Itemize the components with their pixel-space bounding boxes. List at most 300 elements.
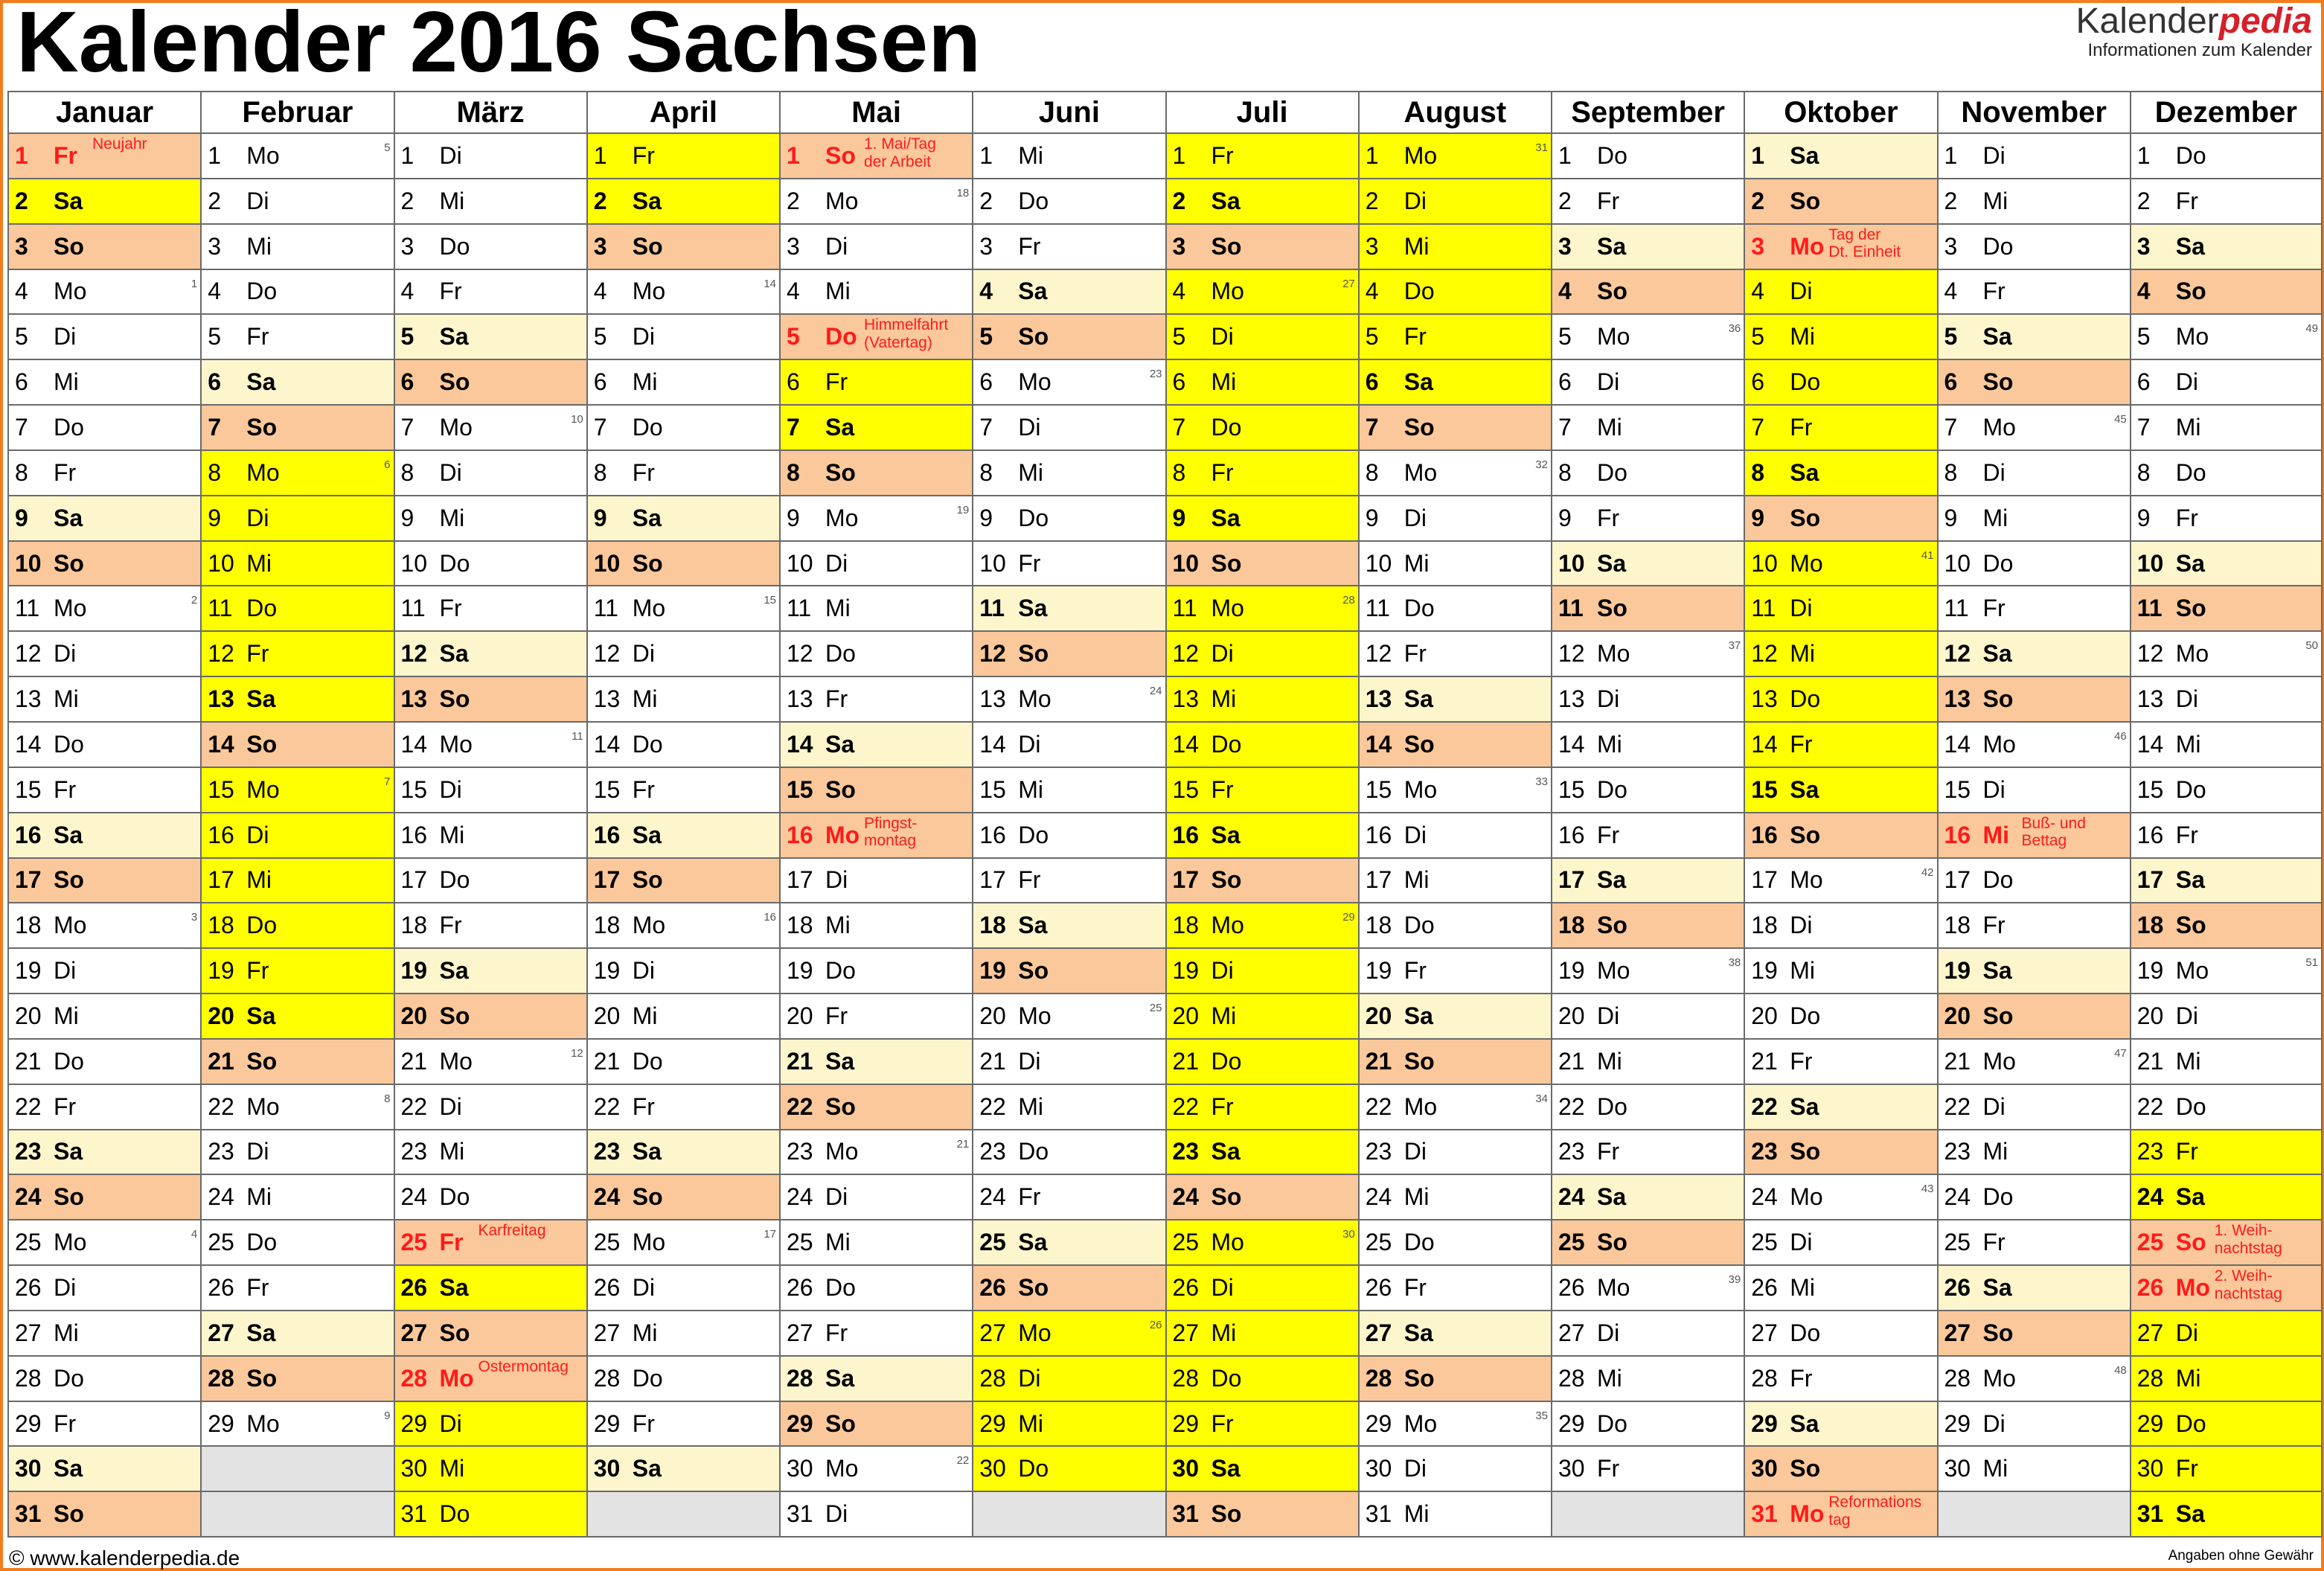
day-number: 26 [1365, 1274, 1392, 1302]
weekday-label: Sa [1790, 1092, 1819, 1120]
week-number: 18 [956, 186, 970, 199]
day-cell [1939, 1085, 2130, 1130]
day-number: 12 [208, 640, 234, 668]
day-cell [781, 406, 972, 451]
weekday-label: Di [825, 549, 848, 577]
day-number: 20 [1365, 1002, 1392, 1029]
weekday-label: Sa [632, 187, 662, 214]
day-cell [1360, 315, 1551, 360]
weekday-label: Mo [439, 1364, 474, 1392]
day-cell [1167, 1220, 1358, 1266]
weekday-label: Mo [825, 1138, 859, 1165]
day-number: 19 [593, 957, 621, 985]
weekday-label: Do [1982, 232, 2014, 260]
kalenderpedia-logo [2075, 3, 2312, 61]
weekday-label: Mo [2175, 1274, 2210, 1302]
month-header: Oktober [1745, 91, 1936, 134]
day-cell [395, 1357, 586, 1402]
day-cell [1360, 632, 1551, 677]
day-cell [588, 723, 779, 768]
day-cell [781, 1402, 972, 1447]
empty-day-cell [973, 1492, 1165, 1538]
weekday-label: Di [1018, 413, 1041, 441]
day-number: 6 [1751, 368, 1765, 396]
weekday-label: Mo [632, 278, 666, 305]
day-number: 2 [787, 187, 800, 214]
day-number: 6 [979, 368, 993, 396]
weekday-label: Sa [632, 1138, 662, 1165]
weekday-label: So [1982, 368, 2014, 396]
weekday-label: Fr [2175, 1455, 2198, 1482]
weekday-label: Fr [2175, 821, 2198, 848]
day-number: 23 [400, 1138, 428, 1165]
week-number: 47 [2114, 1046, 2127, 1060]
month-days [202, 134, 393, 1538]
month-days [781, 134, 972, 1538]
day-number: 17 [1944, 866, 1971, 894]
day-cell [973, 496, 1165, 542]
week-number: 35 [1535, 1409, 1548, 1422]
weekday-label: Do [54, 413, 84, 441]
day-number: 23 [787, 1138, 813, 1165]
calendar-grid [7, 91, 2323, 1538]
weekday-label: Fr [1982, 595, 2006, 622]
day-number: 9 [1172, 504, 1186, 531]
day-number: 26 [787, 1274, 813, 1302]
day-cell [395, 1402, 586, 1447]
week-number: 17 [764, 1228, 776, 1241]
day-number: 14 [1944, 730, 1971, 758]
day-number: 13 [1944, 685, 1971, 713]
day-number: 26 [1172, 1274, 1200, 1302]
weekday-label: Sa [1403, 1002, 1433, 1029]
day-number: 15 [1558, 775, 1585, 803]
day-number: 30 [593, 1455, 621, 1482]
weekday-label: Mi [1211, 685, 1237, 713]
day-number: 11 [15, 595, 40, 622]
day-number: 10 [2136, 549, 2164, 577]
week-number: 9 [384, 1409, 391, 1422]
logo-name-a: Kalender [2075, 1, 2219, 41]
holiday-name: Himmelfahrt (Vatertag) [864, 316, 949, 351]
day-cell [973, 179, 1165, 225]
weekday-label: Sa [54, 504, 83, 531]
month-header: Mai [781, 91, 972, 134]
day-cell [1167, 406, 1358, 451]
day-number: 5 [208, 323, 222, 351]
weekday-label: Di [439, 141, 462, 169]
day-number: 13 [2136, 685, 2164, 713]
weekday-label: So [246, 413, 278, 441]
day-number: 2 [208, 187, 222, 214]
day-cell [2131, 451, 2321, 496]
day-cell [588, 1040, 779, 1085]
day-cell [1360, 179, 1551, 225]
day-number: 7 [979, 413, 993, 441]
weekday-label: Fr [1018, 549, 1041, 577]
weekday-label: Fr [1597, 1455, 1620, 1482]
day-number: 21 [787, 1047, 813, 1075]
day-number: 22 [1944, 1092, 1971, 1120]
weekday-label: Do [2175, 1092, 2206, 1120]
month-column [394, 91, 586, 1538]
day-number: 16 [1558, 821, 1585, 848]
month-days [2131, 134, 2321, 1538]
weekday-label: Mo [632, 595, 666, 622]
day-number: 19 [1365, 957, 1392, 985]
weekday-label: So [1403, 413, 1435, 441]
day-number: 10 [1365, 549, 1392, 577]
logo-subtitle: Informationen zum Kalender [2087, 40, 2312, 61]
week-number: 24 [1149, 685, 1162, 698]
day-number: 8 [208, 458, 222, 486]
weekday-label: Fr [632, 1092, 655, 1120]
weekday-label: Mi [1597, 1364, 1622, 1392]
month-header: August [1360, 91, 1551, 134]
day-number: 8 [1172, 458, 1186, 486]
day-number: 15 [1944, 775, 1971, 803]
weekday-label: Di [439, 458, 462, 486]
week-number: 16 [764, 911, 776, 924]
day-cell [1745, 270, 1936, 316]
day-cell [1552, 1085, 1744, 1130]
weekday-label: Mo [1982, 1047, 2016, 1075]
weekday-label: Sa [2175, 549, 2205, 577]
weekday-label: Mi [1018, 1092, 1044, 1120]
day-cell [202, 1175, 393, 1220]
day-cell [1939, 994, 2130, 1040]
day-number: 10 [208, 549, 234, 577]
day-cell [1939, 859, 2130, 904]
day-number: 5 [787, 323, 800, 351]
day-cell [1167, 632, 1358, 677]
weekday-label: Do [632, 1047, 663, 1075]
day-cell [1167, 949, 1358, 994]
day-cell [1360, 542, 1551, 587]
day-cell [202, 586, 393, 632]
day-cell [395, 632, 586, 677]
day-cell [781, 451, 972, 496]
day-cell [1360, 1130, 1551, 1176]
day-cell [1167, 451, 1358, 496]
weekday-label: Di [1982, 1410, 2006, 1437]
day-cell [588, 225, 779, 270]
day-cell [1939, 270, 2130, 316]
day-cell [1939, 949, 2130, 994]
day-cell [202, 994, 393, 1040]
day-cell [1939, 768, 2130, 813]
day-cell [973, 315, 1165, 360]
month-header: Juni [973, 91, 1165, 134]
weekday-label: Mo [1790, 1500, 1825, 1528]
day-number: 24 [1172, 1183, 1200, 1211]
weekday-label: Mo [246, 1092, 280, 1120]
day-number: 8 [1944, 458, 1958, 486]
weekday-label: Mo [54, 912, 87, 939]
day-cell [1939, 903, 2130, 949]
day-cell [1939, 813, 2130, 859]
day-number: 19 [1944, 957, 1971, 985]
weekday-label: Do [1982, 549, 2014, 577]
week-number: 29 [1342, 911, 1355, 924]
day-number: 9 [787, 504, 800, 531]
week-number: 2 [191, 594, 198, 607]
weekday-label: So [54, 232, 84, 260]
weekday-label: Mo [2175, 957, 2209, 985]
day-number: 20 [1751, 1002, 1778, 1029]
weekday-label: Mi [1597, 1047, 1622, 1075]
day-number: 2 [400, 187, 414, 214]
day-number: 23 [1751, 1138, 1778, 1165]
day-number: 20 [1944, 1002, 1971, 1029]
weekday-label: Do [825, 1274, 856, 1302]
month-column [200, 91, 393, 1538]
weekday-label: Sa [1982, 1274, 2012, 1302]
weekday-label: Mi [1982, 187, 2008, 214]
day-cell [588, 1266, 779, 1311]
day-number: 5 [1944, 323, 1958, 351]
day-cell [1939, 451, 2130, 496]
day-cell [1360, 1402, 1551, 1447]
weekday-label: Mi [2175, 413, 2201, 441]
week-number: 43 [1921, 1183, 1934, 1196]
day-number: 27 [1558, 1319, 1585, 1346]
day-cell [2131, 179, 2321, 225]
empty-day-cell [1939, 1492, 2130, 1538]
day-number: 3 [1172, 232, 1186, 260]
day-number: 13 [208, 685, 234, 713]
week-number: 14 [764, 277, 776, 290]
day-cell [973, 1220, 1165, 1266]
day-number: 18 [15, 912, 42, 939]
month-days [973, 134, 1165, 1538]
day-number: 14 [400, 730, 428, 758]
day-cell [395, 813, 586, 859]
weekday-label: Do [439, 549, 470, 577]
day-cell [395, 677, 586, 723]
day-cell [781, 586, 972, 632]
weekday-label: Di [632, 1274, 655, 1302]
day-number: 25 [979, 1229, 1006, 1256]
weekday-label: Mi [1790, 1274, 1816, 1302]
weekday-label: Mi [1018, 1410, 1044, 1437]
weekday-label: Di [439, 1410, 462, 1437]
day-cell [2131, 134, 2321, 179]
weekday-label: Mi [632, 1002, 658, 1029]
weekday-label: Mi [1403, 1500, 1430, 1528]
day-number: 6 [400, 368, 414, 396]
holiday-name: Buß- und Bettag [2021, 814, 2086, 850]
week-number: 22 [956, 1454, 970, 1468]
day-cell [1939, 360, 2130, 406]
day-cell [588, 406, 779, 451]
weekday-label: Do [1403, 912, 1435, 939]
day-number: 1 [1944, 141, 1958, 169]
weekday-label: Di [246, 187, 269, 214]
weekday-label: Mo [54, 1229, 87, 1256]
weekday-label: Mi [825, 595, 851, 622]
day-number: 24 [593, 1183, 621, 1211]
day-cell [1745, 903, 1936, 949]
day-number: 9 [1751, 504, 1765, 531]
day-number: 14 [787, 730, 813, 758]
day-cell [395, 1447, 586, 1492]
day-number: 17 [787, 866, 813, 894]
weekday-label: Di [1982, 458, 2006, 486]
weekday-label: Sa [439, 323, 469, 351]
weekday-label: Do [439, 1183, 470, 1211]
day-number: 18 [208, 912, 234, 939]
day-cell [395, 542, 586, 587]
day-number: 9 [593, 504, 607, 531]
day-number: 3 [1751, 232, 1765, 260]
day-number: 23 [1558, 1138, 1585, 1165]
weekday-label: So [632, 1183, 663, 1211]
weekday-label: So [825, 458, 856, 486]
day-cell [9, 632, 200, 677]
day-cell [781, 768, 972, 813]
day-number: 14 [208, 730, 234, 758]
weekday-label: Mo [1018, 368, 1051, 396]
day-number: 18 [1172, 912, 1200, 939]
day-number: 29 [208, 1410, 234, 1437]
weekday-label: Fr [1597, 1138, 1620, 1165]
weekday-label: So [1018, 957, 1049, 985]
day-cell [1552, 723, 1744, 768]
day-number: 21 [979, 1047, 1006, 1075]
weekday-label: Fr [439, 278, 462, 305]
weekday-label: So [632, 866, 663, 894]
day-number: 2 [593, 187, 607, 214]
day-number: 27 [593, 1319, 621, 1346]
day-number: 30 [15, 1455, 42, 1482]
month-header: Januar [9, 91, 200, 134]
day-cell [2131, 315, 2321, 360]
day-cell [9, 1266, 200, 1311]
week-number: 25 [1149, 1002, 1162, 1015]
day-number: 28 [979, 1364, 1006, 1392]
day-number: 17 [979, 866, 1006, 894]
weekday-label: Mo [632, 1229, 666, 1256]
day-cell [1360, 903, 1551, 949]
day-number: 13 [979, 685, 1006, 713]
day-number: 15 [787, 775, 813, 803]
day-number: 19 [787, 957, 813, 985]
day-cell [1552, 134, 1744, 179]
day-cell [588, 994, 779, 1040]
day-cell [1939, 1311, 2130, 1357]
day-number: 23 [1944, 1138, 1971, 1165]
day-number: 11 [1944, 595, 1969, 622]
day-number: 14 [1172, 730, 1200, 758]
day-cell [202, 1402, 393, 1447]
week-number: 51 [2305, 956, 2318, 970]
weekday-label: So [439, 685, 470, 713]
day-cell [973, 768, 1165, 813]
day-cell [1552, 1130, 1744, 1176]
day-number: 16 [593, 821, 621, 848]
day-cell [588, 179, 779, 225]
weekday-label: Sa [1597, 549, 1627, 577]
day-cell [781, 1492, 972, 1538]
day-number: 24 [400, 1183, 428, 1211]
day-cell [395, 1492, 586, 1538]
weekday-label: Di [632, 323, 655, 351]
weekday-label: So [439, 1002, 470, 1029]
day-number: 16 [15, 821, 42, 848]
weekday-label: Do [1597, 1092, 1627, 1120]
day-number: 18 [2136, 912, 2164, 939]
weekday-label: Do [825, 957, 856, 985]
day-number: 30 [1365, 1455, 1392, 1482]
day-cell [781, 859, 972, 904]
week-number: 26 [1149, 1318, 1162, 1331]
day-cell [1167, 1130, 1358, 1176]
weekday-label: Mi [246, 232, 272, 260]
weekday-label: Mo [246, 1410, 280, 1437]
day-cell [973, 586, 1165, 632]
weekday-label: Fr [1211, 141, 1234, 169]
day-number: 22 [1558, 1092, 1585, 1120]
day-number: 30 [979, 1455, 1006, 1482]
weekday-label: Do [1790, 685, 1821, 713]
day-number: 28 [1944, 1364, 1971, 1392]
day-number: 28 [2136, 1364, 2164, 1392]
day-cell [588, 1175, 779, 1220]
week-number: 36 [1728, 322, 1741, 336]
day-number: 21 [1751, 1047, 1778, 1075]
weekday-label: Mo [439, 730, 473, 758]
weekday-label: Mi [1597, 413, 1622, 441]
weekday-label: Fr [825, 368, 848, 396]
day-number: 19 [1558, 957, 1585, 985]
weekday-label: Fr [1018, 866, 1041, 894]
day-cell [9, 451, 200, 496]
week-number: 15 [764, 594, 776, 607]
holiday-name: 2. Weih- nachtstag [2214, 1267, 2282, 1302]
day-number: 11 [400, 595, 426, 622]
day-number: 24 [15, 1183, 42, 1211]
holiday-name: 1. Mai/Tag der Arbeit [864, 135, 936, 170]
week-number: 21 [956, 1137, 970, 1151]
day-cell [9, 315, 200, 360]
day-cell [588, 1220, 779, 1266]
weekday-label: So [1790, 1138, 1821, 1165]
day-number: 28 [1751, 1364, 1778, 1392]
day-cell [202, 1357, 393, 1402]
weekday-label: Di [1597, 685, 1620, 713]
weekday-label: So [246, 1047, 278, 1075]
weekday-label: Mo [246, 775, 280, 803]
weekday-label: Mo [1018, 685, 1051, 713]
week-number: 23 [1149, 368, 1162, 381]
day-number: 26 [1944, 1274, 1971, 1302]
day-number: 24 [1751, 1183, 1778, 1211]
day-number: 25 [1751, 1229, 1778, 1256]
day-cell [202, 179, 393, 225]
day-number: 22 [1172, 1092, 1200, 1120]
footer-copyright[interactable]: © www.kalenderpedia.de [9, 1546, 240, 1570]
day-cell [2131, 768, 2321, 813]
day-number: 5 [1751, 323, 1765, 351]
day-cell [588, 542, 779, 587]
day-number: 7 [1558, 413, 1572, 441]
day-number: 2 [15, 187, 28, 214]
day-number: 12 [1365, 640, 1392, 668]
day-number: 18 [1751, 912, 1778, 939]
day-cell [973, 1357, 1165, 1402]
day-number: 11 [787, 595, 812, 622]
